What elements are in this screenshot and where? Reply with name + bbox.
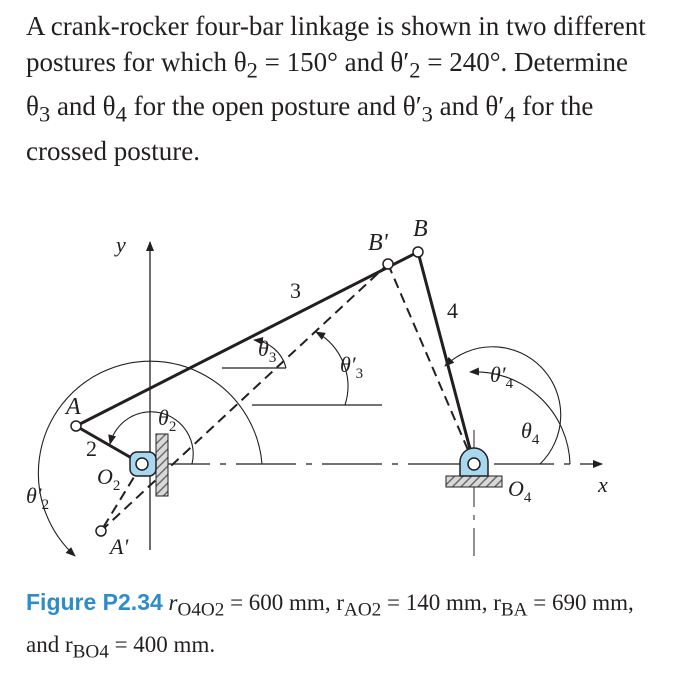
label-b: B [413, 216, 428, 242]
sub: 2 [246, 57, 258, 83]
label-theta3-prime: $\theta'_3$ [340, 352, 364, 382]
link-4-crossed [388, 264, 474, 464]
sub: BO4 [72, 641, 109, 663]
sub: O4O2 [177, 599, 225, 621]
joint-b [413, 247, 423, 257]
caption-v3: = 690 mm, and r [26, 590, 634, 657]
sub: 2 [409, 57, 421, 83]
label-o2: $O_2$ [97, 464, 121, 494]
label-o4: $O_4$ [508, 476, 532, 506]
caption-r1: r [162, 590, 178, 615]
problem-text-4: and θ [50, 91, 116, 122]
label-link-3: 3 [290, 278, 301, 303]
sub: 4 [115, 101, 127, 127]
link-3-open [76, 252, 418, 426]
problem-text-2: = 150° and θ′ [257, 47, 410, 77]
y-axis-label: y [116, 232, 126, 257]
problem-text-6: and θ′ [432, 91, 505, 122]
pivot-o4 [468, 458, 480, 470]
caption-v2: = 140 mm, r [381, 590, 501, 615]
figure-caption [26, 585, 646, 669]
problem-statement [26, 8, 646, 169]
problem-text-3: = 240°. Determine θ [26, 47, 628, 122]
problem-text-7: for the crossed posture. [26, 91, 594, 166]
label-b-prime: B' [368, 230, 388, 256]
label-link-2: 2 [86, 436, 97, 461]
link-4-open [418, 252, 474, 464]
joint-a [71, 421, 81, 431]
ground-o2 [156, 434, 168, 496]
sub: AO2 [343, 599, 382, 621]
problem-text-1: A crank-rocker four-bar linkage is shown in two different postures for which θ [26, 11, 646, 77]
joint-b-prime [383, 259, 393, 269]
x-axis-label: x [598, 472, 608, 497]
label-theta2: $\theta_2$ [158, 405, 177, 435]
theta4-arc [470, 372, 570, 464]
problem-text-5: for the open posture and θ′ [126, 91, 422, 122]
caption-v4: = 400 mm. [108, 631, 216, 657]
label-theta4: $\theta_4$ [521, 418, 540, 448]
sub: 3 [421, 101, 433, 127]
linkage-diagram [0, 200, 673, 560]
label-link-4: 4 [447, 298, 458, 323]
joint-a-prime [96, 526, 106, 536]
ground-o4 [446, 476, 502, 487]
sub: 4 [504, 101, 516, 127]
link-3-crossed [101, 264, 388, 531]
label-theta3: $\theta_3$ [258, 336, 277, 366]
label-theta4-prime: $\theta'_4$ [490, 362, 514, 392]
figure-number: Figure P2.34 [26, 589, 163, 615]
label-a: A [66, 394, 81, 420]
caption-v1: = 600 mm, r [224, 590, 344, 615]
label-a-prime: A' [110, 534, 129, 559]
sub: 3 [38, 101, 51, 127]
sub: BA [500, 599, 528, 621]
pivot-o2 [136, 458, 148, 470]
label-theta2-prime: $\theta'_2$ [26, 483, 50, 513]
